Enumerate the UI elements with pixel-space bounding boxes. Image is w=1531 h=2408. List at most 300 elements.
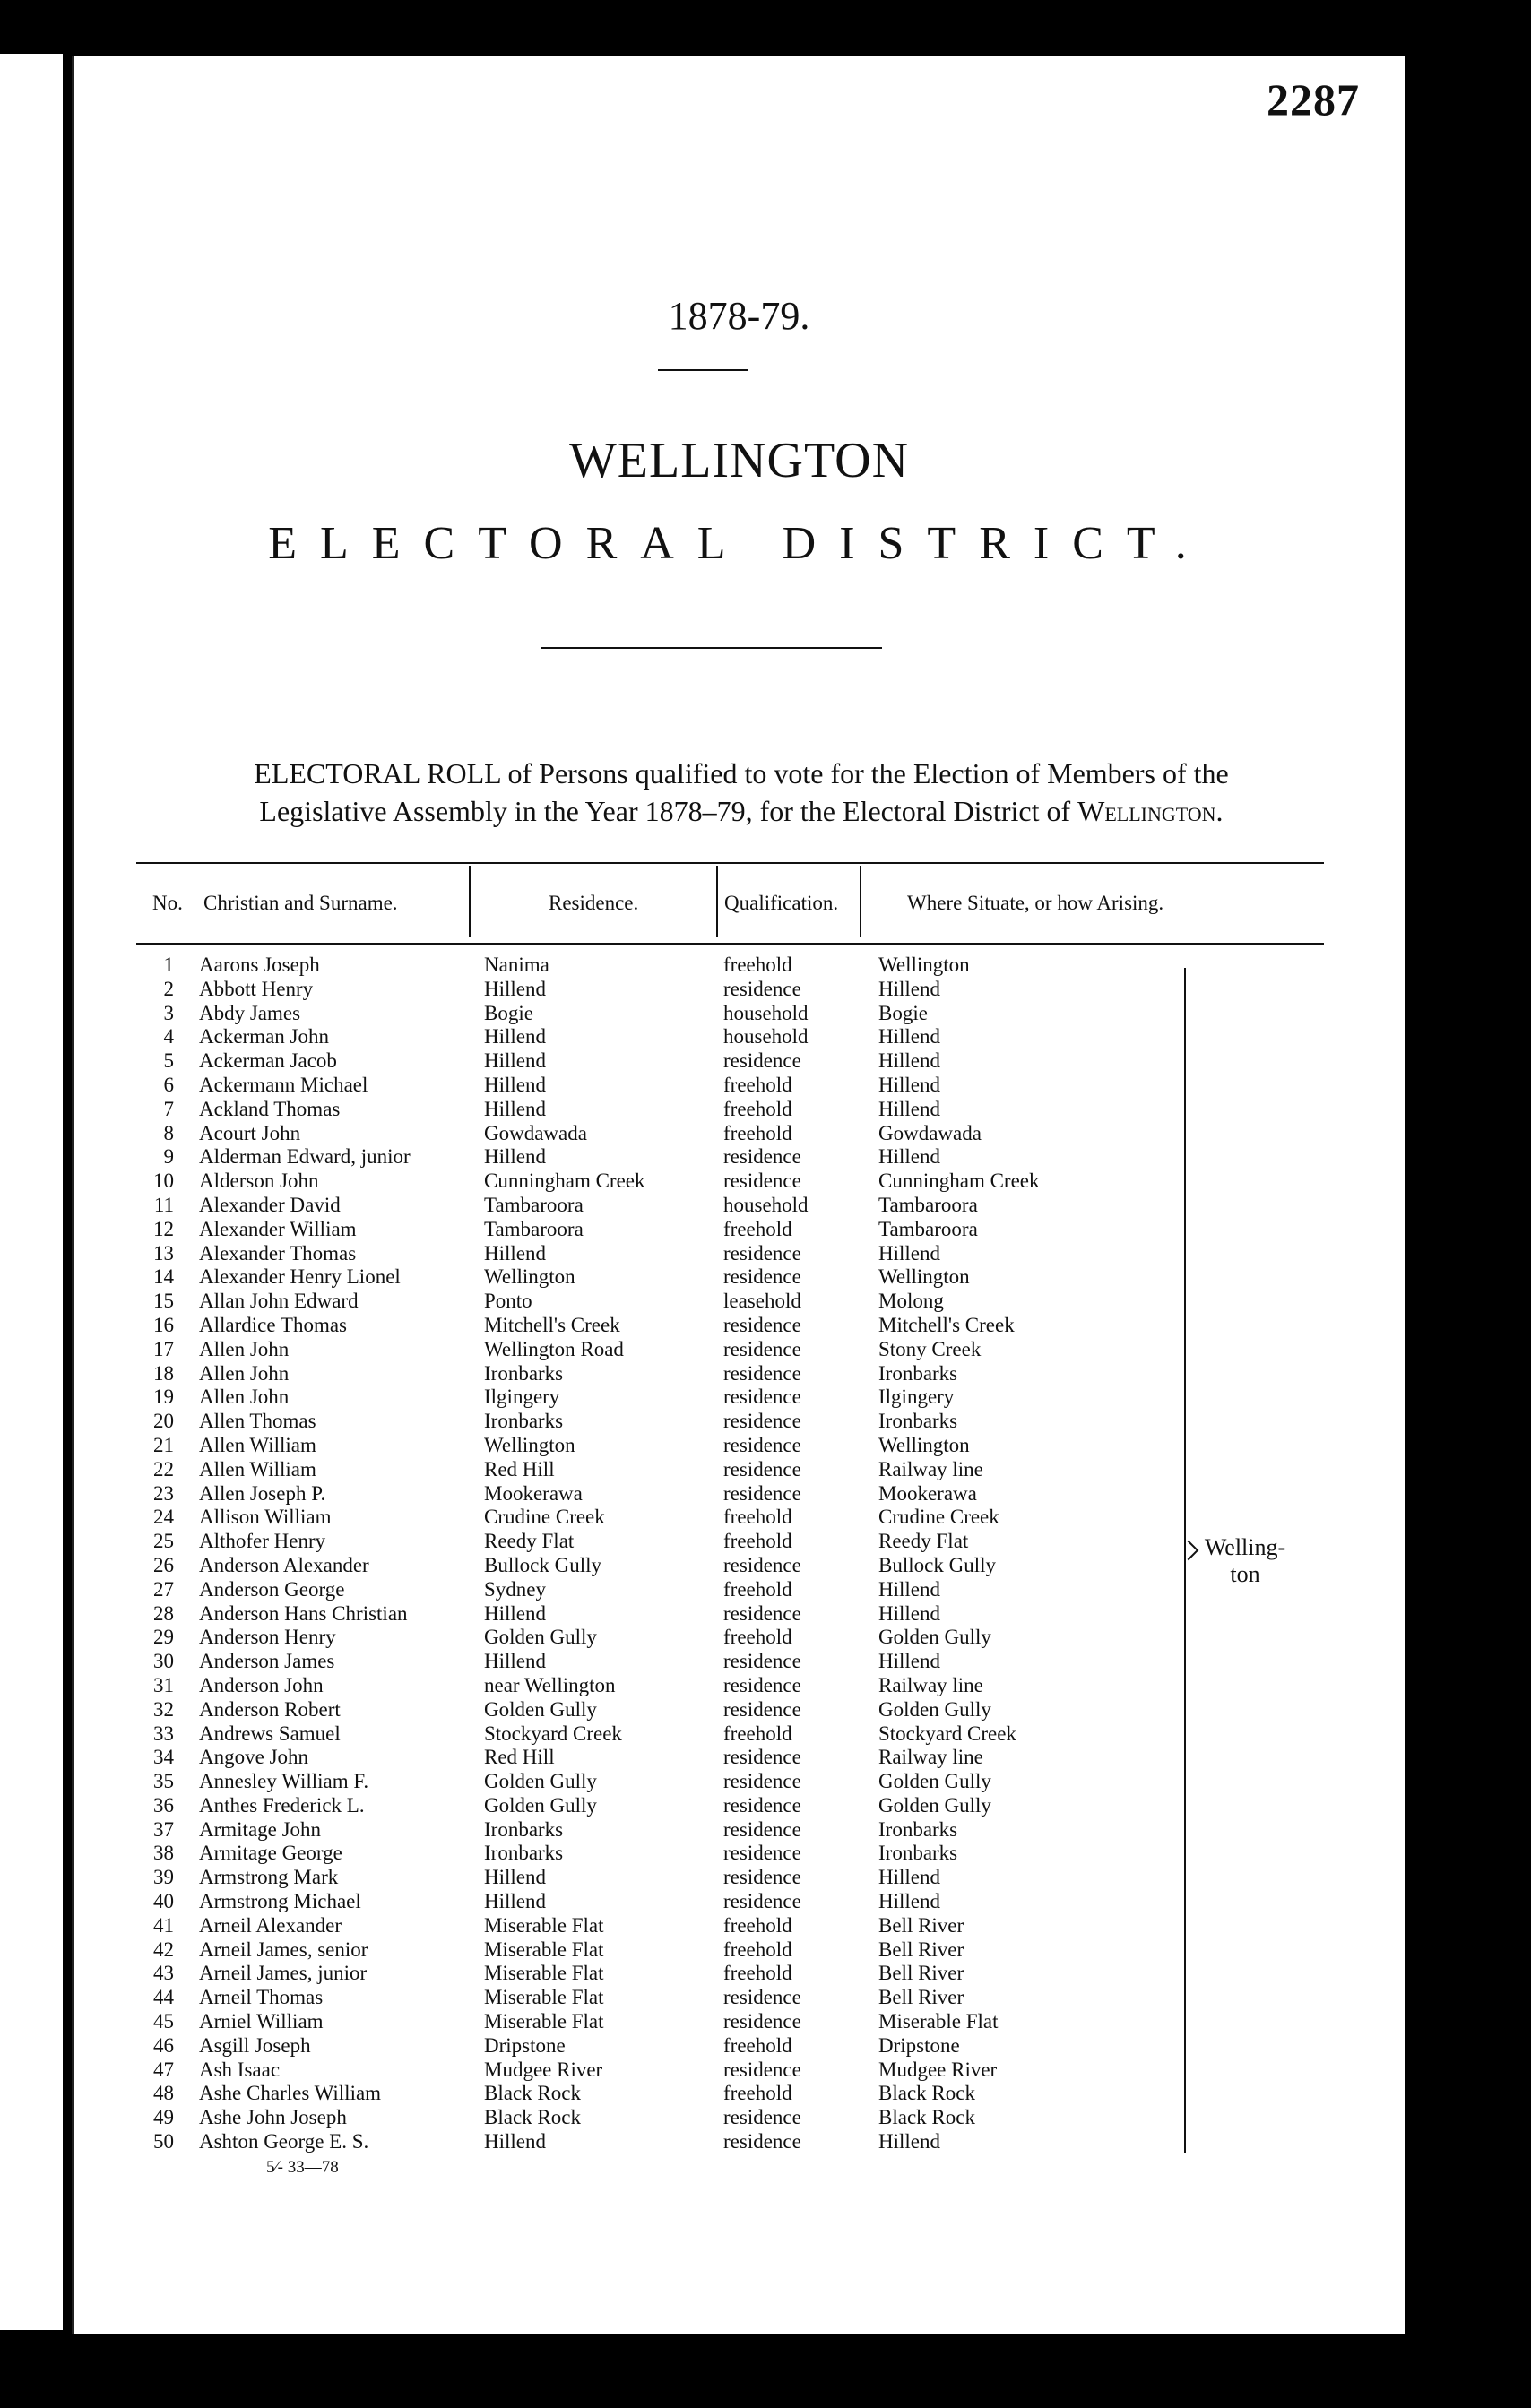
column-header-qualification: Qualification. (724, 892, 839, 914)
table-row (74, 1265, 1405, 1290)
table-row (74, 1890, 1405, 1914)
elector-name: Asgill Joseph (199, 2033, 311, 2057)
elector-residence: Hillend (484, 1097, 546, 1120)
entry-number: 17 (153, 1337, 174, 1360)
elector-residence: Tambaroora (484, 1217, 584, 1240)
elector-qualification: freehold (723, 1913, 792, 1937)
entry-number: 9 (163, 1145, 174, 1169)
entry-number: 25 (153, 1530, 174, 1553)
elector-name: Anderson John (199, 1673, 324, 1696)
elector-where-situate: Railway line (878, 1673, 983, 1696)
elector-name: Abbott Henry (199, 977, 314, 1000)
elector-residence: Hillend (484, 1601, 546, 1625)
table-row (74, 1385, 1405, 1410)
elector-name: Allardice Thomas (199, 1313, 347, 1336)
elector-name: Andrews Samuel (199, 1722, 341, 1745)
entry-number: 36 (153, 1793, 174, 1817)
elector-name: Ackland Thomas (199, 1097, 341, 1120)
elector-residence: Ilgingery (484, 1385, 560, 1409)
entry-number: 14 (153, 1265, 174, 1289)
entry-number: 38 (153, 1842, 174, 1865)
table-row (74, 1362, 1405, 1386)
elector-name: Ashe Charles William (199, 2082, 382, 2105)
elector-qualification: household (723, 1001, 809, 1024)
entry-number: 10 (153, 1169, 174, 1193)
elector-residence: Sydney (484, 1577, 546, 1601)
elector-where-situate: Golden Gully (878, 1626, 991, 1649)
entry-number: 18 (153, 1361, 174, 1385)
table-row (74, 2130, 1405, 2154)
entry-number: 32 (153, 1697, 174, 1721)
elector-where-situate: Hillend (878, 1145, 940, 1169)
entry-number: 31 (153, 1673, 174, 1696)
elector-name: Alexander Thomas (199, 1241, 357, 1264)
entry-number: 4 (163, 1025, 174, 1049)
elector-qualification: residence (723, 1697, 801, 1721)
elector-name: Aarons Joseph (199, 954, 320, 976)
entry-number: 39 (153, 1866, 174, 1889)
elector-qualification: freehold (723, 1722, 792, 1745)
table-row (74, 1506, 1405, 1530)
entry-number: 12 (153, 1217, 174, 1240)
bracket-label-line-2: ton (1230, 1561, 1260, 1587)
table-row (74, 1169, 1405, 1194)
elector-qualification: residence (723, 1650, 801, 1673)
elector-where-situate: Ironbarks (878, 1817, 958, 1841)
table-row (74, 1122, 1405, 1146)
elector-residence: Hillend (484, 2130, 546, 2153)
table-row (74, 2082, 1405, 2106)
column-header-name: Christian and Surname. (203, 892, 398, 914)
elector-residence: Ironbarks (484, 1817, 564, 1841)
entry-number: 21 (153, 1433, 174, 1456)
roll-description (127, 755, 1355, 830)
entry-number: 15 (153, 1290, 174, 1313)
column-separator (469, 866, 471, 937)
table-row (74, 1674, 1405, 1698)
table-row (74, 1482, 1405, 1506)
column-header-where: Where Situate, or how Arising. (907, 892, 1164, 914)
entry-number: 46 (153, 2033, 174, 2057)
elector-name: Armstrong Mark (199, 1866, 339, 1889)
table-row (74, 1602, 1405, 1627)
page-number: 2287 (1267, 74, 1360, 125)
elector-where-situate: Bell River (878, 1913, 964, 1937)
entry-number: 7 (163, 1097, 174, 1120)
elector-qualification: residence (723, 1313, 801, 1336)
entry-number: 37 (153, 1817, 174, 1841)
elector-where-situate: Golden Gully (878, 1697, 991, 1721)
elector-where-situate: Ironbarks (878, 1361, 958, 1385)
elector-qualification: residence (723, 1385, 801, 1409)
elector-where-situate: Cunningham Creek (878, 1169, 1040, 1193)
elector-where-situate: Dripstone (878, 2033, 960, 2057)
elector-name: Allen John (199, 1385, 290, 1409)
column-header-residence: Residence. (549, 892, 639, 914)
entry-number: 49 (153, 2106, 174, 2129)
table-row (74, 1145, 1405, 1169)
elector-residence: Red Hill (484, 1746, 555, 1769)
table-row (74, 954, 1405, 978)
bracket-label (1196, 1534, 1294, 1588)
column-separator (716, 866, 718, 937)
elector-residence: Nanima (484, 954, 549, 976)
entry-number: 16 (153, 1313, 174, 1336)
entry-number: 33 (153, 1722, 174, 1745)
elector-residence: Gowdawada (484, 1121, 587, 1144)
elector-qualification: residence (723, 1337, 801, 1360)
elector-where-situate: Mitchell's Creek (878, 1313, 1015, 1336)
table-row (74, 1962, 1405, 1986)
entry-number: 2 (163, 977, 174, 1000)
elector-where-situate: Wellington (878, 954, 970, 976)
entry-number: 3 (163, 1001, 174, 1024)
elector-qualification: freehold (723, 1530, 792, 1553)
entry-number: 5 (163, 1049, 174, 1073)
elector-where-situate: Molong (878, 1290, 944, 1313)
elector-qualification: freehold (723, 954, 792, 976)
elector-name: Allen William (199, 1433, 316, 1456)
elector-name: Anderson George (199, 1577, 345, 1601)
entry-number: 35 (153, 1770, 174, 1793)
elector-qualification: freehold (723, 2082, 792, 2105)
table-row (74, 1314, 1405, 1338)
elector-residence: Bogie (484, 1001, 533, 1024)
elector-qualification: residence (723, 2130, 801, 2153)
elector-qualification: freehold (723, 1938, 792, 1961)
district-subtitle: ELECTORAL DISTRICT. (268, 518, 1210, 569)
elector-where-situate: Hillend (878, 2130, 940, 2153)
table-row (74, 1458, 1405, 1482)
elector-where-situate: Crudine Creek (878, 1506, 999, 1529)
elector-name: Alexander William (199, 1217, 357, 1240)
entry-number: 28 (153, 1601, 174, 1625)
elector-residence: Black Rock (484, 2082, 581, 2105)
table-row (74, 1338, 1405, 1362)
elector-name: Arneil James, senior (199, 1938, 368, 1961)
table-row (74, 2010, 1405, 2034)
elector-qualification: residence (723, 977, 801, 1000)
table-row (74, 1794, 1405, 1818)
elector-name: Arneil Thomas (199, 1986, 324, 2009)
table-row (74, 1866, 1405, 1890)
bracket-label-line-1: Welling- (1204, 1534, 1286, 1560)
elector-qualification: freehold (723, 1217, 792, 1240)
district-title: WELLINGTON (568, 433, 910, 488)
elector-name: Ash Isaac (199, 2058, 281, 2081)
elector-where-situate: Hillend (878, 1601, 940, 1625)
table-row (74, 1938, 1405, 1963)
elector-where-situate: Bogie (878, 1001, 928, 1024)
elector-residence: Miserable Flat (484, 1986, 604, 2009)
elector-name: Allen John (199, 1337, 290, 1360)
entry-number: 45 (153, 2010, 174, 2033)
table-row (74, 1698, 1405, 1722)
document-page (72, 56, 1405, 2334)
entry-number: 11 (153, 1193, 174, 1216)
elector-qualification: residence (723, 1457, 801, 1480)
elector-residence: Stockyard Creek (484, 1722, 622, 1745)
elector-name: Annesley William F. (199, 1770, 369, 1793)
elector-qualification: residence (723, 1553, 801, 1576)
elector-residence: Wellington Road (484, 1337, 624, 1360)
table-header (136, 862, 1324, 945)
elector-residence: Mudgee River (484, 2058, 603, 2081)
elector-name: Ackerman Jacob (199, 1049, 337, 1073)
elector-residence: Hillend (484, 1025, 546, 1049)
elector-name: Althofer Henry (199, 1530, 326, 1553)
elector-name: Alexander Henry Lionel (199, 1265, 401, 1289)
elector-where-situate: Black Rock (878, 2082, 975, 2105)
roll-description-line-1: ELECTORAL ROLL of Persons qualified to vote for the Election of Members of the (254, 757, 1229, 790)
elector-where-situate: Black Rock (878, 2106, 975, 2129)
right-bracket (1173, 968, 1186, 2153)
elector-name: Anderson James (199, 1650, 335, 1673)
elector-qualification: freehold (723, 1962, 792, 1985)
elector-name: Arniel William (199, 2010, 324, 2033)
elector-qualification: residence (723, 1746, 801, 1769)
entry-number: 48 (153, 2082, 174, 2105)
elector-residence: Hillend (484, 1650, 546, 1673)
entry-number: 30 (153, 1650, 174, 1673)
elector-where-situate: Bell River (878, 1986, 964, 2009)
elector-residence: Mitchell's Creek (484, 1313, 620, 1336)
elector-qualification: residence (723, 1410, 801, 1433)
table-row (74, 1074, 1405, 1098)
elector-name: Armitage George (199, 1842, 342, 1865)
entry-number: 8 (163, 1121, 174, 1144)
elector-qualification: freehold (723, 1121, 792, 1144)
elector-name: Armstrong Michael (199, 1890, 361, 1913)
elector-residence: Golden Gully (484, 1697, 597, 1721)
elector-qualification: residence (723, 2106, 801, 2129)
table-row (74, 1002, 1405, 1026)
elector-name: Anderson Alexander (199, 1553, 369, 1576)
elector-name: Alderman Edward, junior (199, 1145, 411, 1169)
table-row (74, 1626, 1405, 1650)
elector-qualification: residence (723, 1890, 801, 1913)
elector-name: Angove John (199, 1746, 309, 1769)
elector-qualification: residence (723, 1241, 801, 1264)
entry-number: 50 (153, 2130, 174, 2153)
elector-where-situate: Bell River (878, 1938, 964, 1961)
elector-residence: Hillend (484, 1049, 546, 1073)
elector-name: Allan John Edward (199, 1290, 359, 1313)
elector-name: Anderson Henry (199, 1626, 336, 1649)
elector-residence: Hillend (484, 977, 546, 1000)
elector-residence: Ironbarks (484, 1842, 564, 1865)
elector-residence: Ironbarks (484, 1410, 564, 1433)
table-row (74, 2034, 1405, 2058)
table-row (74, 1049, 1405, 1074)
table-row (74, 1986, 1405, 2010)
elector-where-situate: Hillend (878, 1890, 940, 1913)
elector-residence: near Wellington (484, 1673, 616, 1696)
table-row (74, 1434, 1405, 1458)
elector-qualification: residence (723, 1793, 801, 1817)
elector-residence: Hillend (484, 1890, 546, 1913)
elector-residence: Golden Gully (484, 1793, 597, 1817)
elector-qualification: residence (723, 1601, 801, 1625)
table-row (74, 1290, 1405, 1314)
elector-residence: Black Rock (484, 2106, 581, 2129)
roll-description-line-2-text: Legislative Assembly in the Year 1878–79, for the Electoral District of (259, 795, 1078, 827)
previous-page-edge (0, 54, 63, 2330)
elector-where-situate: Tambaroora (878, 1193, 978, 1216)
elector-qualification: leasehold (723, 1290, 801, 1313)
elector-residence: Hillend (484, 1073, 546, 1096)
elector-qualification: freehold (723, 1506, 792, 1529)
entry-number: 22 (153, 1457, 174, 1480)
elector-where-situate: Bullock Gully (878, 1553, 996, 1576)
short-divider (658, 369, 748, 371)
elector-where-situate: Hillend (878, 1241, 940, 1264)
table-row (74, 1650, 1405, 1674)
elector-residence: Cunningham Creek (484, 1169, 645, 1193)
long-divider (541, 647, 882, 649)
elector-qualification: residence (723, 2010, 801, 2033)
elector-where-situate: Railway line (878, 1746, 983, 1769)
elector-residence: Crudine Creek (484, 1506, 605, 1529)
elector-where-situate: Stockyard Creek (878, 1722, 1016, 1745)
elector-residence: Bullock Gully (484, 1553, 601, 1576)
elector-residence: Hillend (484, 1145, 546, 1169)
elector-where-situate: Mudgee River (878, 2058, 998, 2081)
elector-name: Alexander David (199, 1193, 341, 1216)
elector-residence: Mookerawa (484, 1481, 583, 1505)
roll-description-line-2 (127, 792, 1355, 830)
elector-residence: Hillend (484, 1866, 546, 1889)
table-row (74, 1194, 1405, 1218)
entry-number: 41 (153, 1913, 174, 1937)
table-row (74, 1914, 1405, 1938)
elector-where-situate: Gowdawada (878, 1121, 982, 1144)
table-row (74, 1818, 1405, 1843)
elector-qualification: residence (723, 1842, 801, 1865)
elector-where-situate: Wellington (878, 1433, 970, 1456)
entry-number: 1 (163, 954, 174, 976)
elector-qualification: freehold (723, 2033, 792, 2057)
table-row (74, 2106, 1405, 2130)
elector-qualification: freehold (723, 1577, 792, 1601)
elector-name: Allison William (199, 1506, 332, 1529)
elector-where-situate: Reedy Flat (878, 1530, 969, 1553)
table-row (74, 1722, 1405, 1747)
elector-qualification: residence (723, 1673, 801, 1696)
elector-where-situate: Hillend (878, 1097, 940, 1120)
table-row (74, 1746, 1405, 1770)
elector-qualification: residence (723, 1866, 801, 1889)
district-name-inline: Wellington. (1077, 795, 1224, 827)
table-row (74, 1098, 1405, 1122)
elector-qualification: freehold (723, 1097, 792, 1120)
elector-residence: Ponto (484, 1290, 532, 1313)
elector-residence: Red Hill (484, 1457, 555, 1480)
column-separator (860, 866, 861, 937)
elector-where-situate: Hillend (878, 977, 940, 1000)
elector-name: Anderson Hans Christian (199, 1601, 408, 1625)
entry-number: 27 (153, 1577, 174, 1601)
entry-number: 43 (153, 1962, 174, 1985)
elector-where-situate: Bell River (878, 1962, 964, 1985)
elector-residence: Golden Gully (484, 1770, 597, 1793)
elector-where-situate: Miserable Flat (878, 2010, 999, 2033)
entry-number: 24 (153, 1506, 174, 1529)
elector-where-situate: Golden Gully (878, 1770, 991, 1793)
table-row (74, 1770, 1405, 1794)
elector-name: Allen John (199, 1361, 290, 1385)
entry-number: 19 (153, 1385, 174, 1409)
elector-name: Alderson John (199, 1169, 319, 1193)
elector-where-situate: Ironbarks (878, 1410, 958, 1433)
elector-residence: Golden Gully (484, 1626, 597, 1649)
elector-where-situate: Hillend (878, 1049, 940, 1073)
elector-residence: Miserable Flat (484, 1938, 604, 1961)
elector-where-situate: Railway line (878, 1457, 983, 1480)
elector-residence: Miserable Flat (484, 1913, 604, 1937)
elector-name: Ashe John Joseph (199, 2106, 347, 2129)
elector-residence: Wellington (484, 1265, 575, 1289)
year-heading: 1878-79. (668, 294, 810, 338)
elector-name: Acourt John (199, 1121, 301, 1144)
elector-qualification: household (723, 1193, 809, 1216)
printer-note: 5⁄- 33—78 (266, 2158, 339, 2177)
elector-residence: Miserable Flat (484, 1962, 604, 1985)
elector-residence: Wellington (484, 1433, 575, 1456)
table-row (74, 1242, 1405, 1266)
elector-residence: Tambaroora (484, 1193, 584, 1216)
elector-qualification: freehold (723, 1073, 792, 1096)
elector-qualification: freehold (723, 1626, 792, 1649)
elector-where-situate: Hillend (878, 1025, 940, 1049)
elector-where-situate: Hillend (878, 1866, 940, 1889)
table-row (74, 2058, 1405, 2083)
elector-where-situate: Ilgingery (878, 1385, 955, 1409)
elector-name: Anthes Frederick L. (199, 1793, 365, 1817)
entry-number: 6 (163, 1073, 174, 1096)
elector-qualification: residence (723, 1169, 801, 1193)
elector-name: Anderson Robert (199, 1697, 341, 1721)
elector-qualification: residence (723, 2058, 801, 2081)
elector-where-situate: Mookerawa (878, 1481, 977, 1505)
entry-number: 34 (153, 1746, 174, 1769)
elector-where-situate: Stony Creek (878, 1337, 982, 1360)
entry-number: 29 (153, 1626, 174, 1649)
entry-number: 44 (153, 1986, 174, 2009)
elector-where-situate: Hillend (878, 1577, 940, 1601)
elector-qualification: residence (723, 1049, 801, 1073)
elector-qualification: residence (723, 1817, 801, 1841)
elector-qualification: household (723, 1025, 809, 1049)
elector-qualification: residence (723, 1481, 801, 1505)
entry-number: 42 (153, 1938, 174, 1961)
elector-name: Ackerman John (199, 1025, 329, 1049)
elector-where-situate: Hillend (878, 1073, 940, 1096)
elector-where-situate: Hillend (878, 1650, 940, 1673)
elector-residence: Hillend (484, 1241, 546, 1264)
entry-number: 47 (153, 2058, 174, 2081)
elector-residence: Ironbarks (484, 1361, 564, 1385)
elector-qualification: residence (723, 1433, 801, 1456)
elector-qualification: residence (723, 1986, 801, 2009)
table-row (74, 1410, 1405, 1434)
elector-name: Arneil James, junior (199, 1962, 368, 1985)
column-header-no: No. (152, 892, 183, 914)
table-row (74, 1842, 1405, 1866)
table-row (74, 978, 1405, 1002)
elector-name: Ashton George E. S. (199, 2130, 369, 2153)
elector-where-situate: Tambaroora (878, 1217, 978, 1240)
